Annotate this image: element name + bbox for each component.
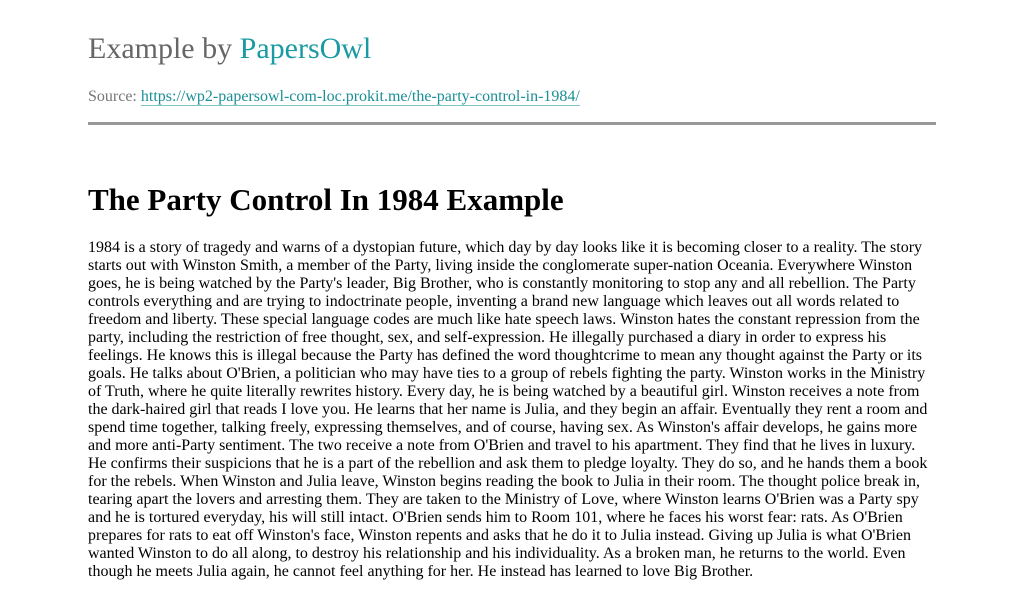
header-divider [88, 122, 936, 125]
article-body: 1984 is a story of tragedy and warns of a dystopian future, which day by day looks like it is becoming closer to a reality. The story starts out with Winston Smith, a member of the Party, living inside the conglomerate super-nation Oceania. Everywhere Winston goes, he is being watched by the Party's leader, Big Brother, who is constantly monitoring to stop any and all rebellion. The Party controls everything and are trying to indoctrinate people, inventing a brand new language which leaves out all words related to freedom and liberty. These special language codes are much like hate speech laws. Winston hates the constant repression from the party, including the restriction of free thought, sex, and self-expression. He illegally purchased a diary in order to express his feelings. He knows this is illegal because the Party has defined the word thoughtcrime to mean any thought against the Party or its goals. He talks about O'Brien, a politician who may have ties to a group of rebels fighting the party. Winston works in the Ministry of Truth, where he quite literally rewrites history. Every day, he is being watched by a beautiful girl. Winston receives a note from the dark-haired girl that reads I love you. He learns that her name is Julia, and they begin an affair. Eventually they rent a room and spend time together, talking freely, expressing themselves, and of course, having sex. As Winston's affair develops, he gains more and more anti-Party sentiment. The two receive a note from O'Brien and travel to his apartment. They find that he lives in luxury. He confirms their suspicions that he is a part of the rebellion and ask them to pledge loyalty. They do so, and he hands them a book for the rebels. When Winston and Julia leave, Winston begins reading the book to Julia in their room. The thought police break in, tearing apart the lovers and arresting them. They are taken to the Ministry of Love, where Winston learns O'Brien was a Party spy and he is tortured everyday, his will still intact. O'Brien sends him to Room 101, where he faces his worst fear: rats. As O'Brien prepares for rats to eat off Winston's face, Winston repents and asks that he do it to Julia instead. Giving up Julia is what O'Brien wanted Winston to do all along, to destroy his relationship and his individuality. As a broken man, he returns to the world. Even though he meets Julia again, he cannot feel anything for her. He instead has learned to love Big Brother. [88, 239, 928, 580]
brand-name: PapersOwl [239, 32, 372, 65]
page-title: The Party Control In 1984 Example [88, 182, 564, 217]
brand-header [88, 31, 371, 67]
source-label: Source: [88, 88, 141, 105]
source-link[interactable]: https://wp2-papersowl-com-loc.prokit.me/the-party-control-in-1984/ [140, 88, 580, 105]
brand-header-prefix: Example by [88, 32, 240, 65]
source-line [88, 87, 580, 107]
